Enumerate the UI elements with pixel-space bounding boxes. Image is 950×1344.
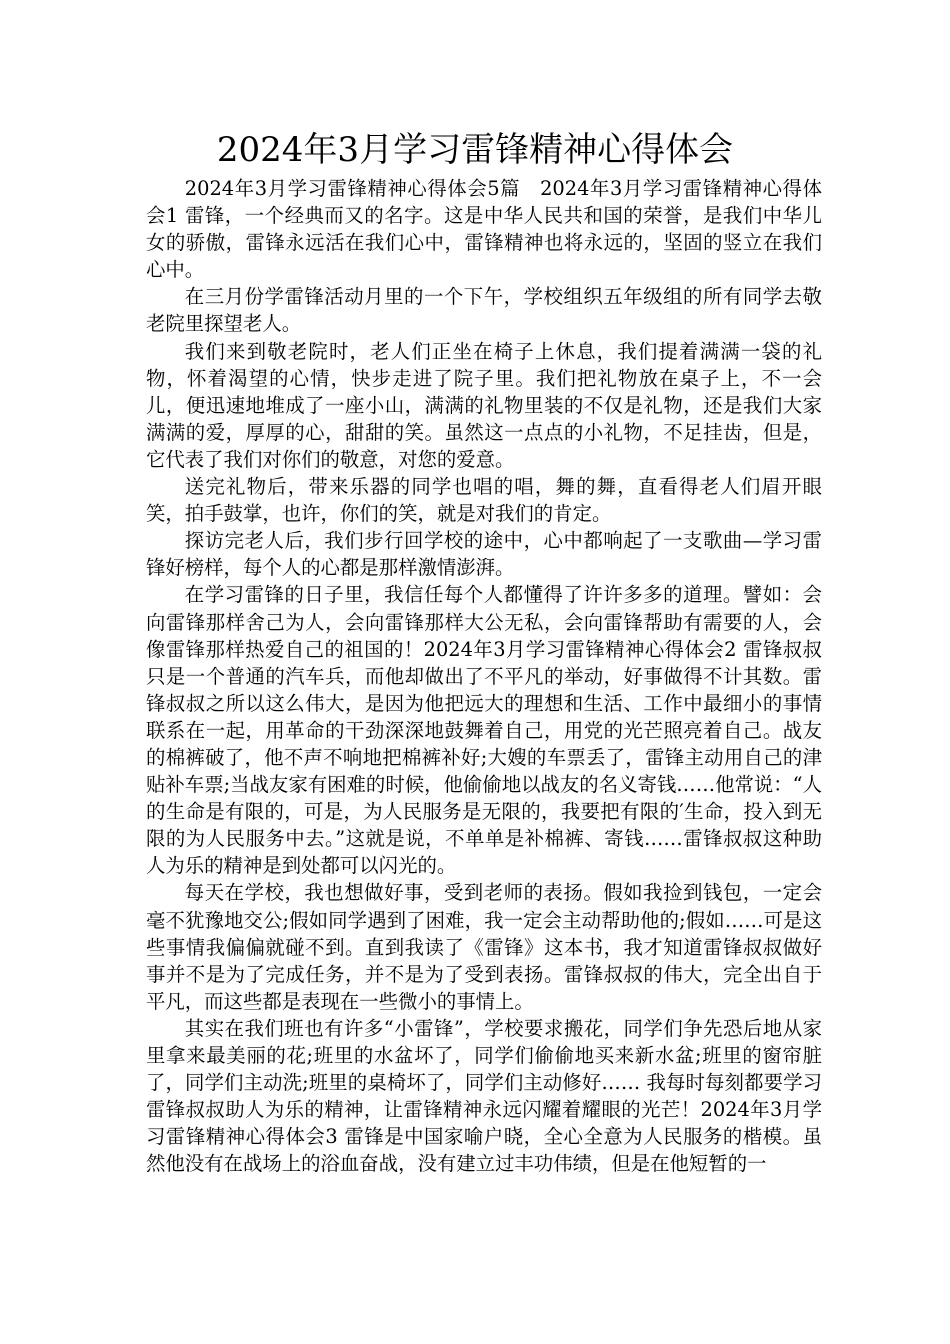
paragraph: 在三月份学雷锋活动月里的一个下午，学校组织五年级组的所有同学去敬老院里探望老人。 — [146, 285, 822, 336]
paragraph: 探访完老人后，我们步行回学校的途中，心中都响起了一支歌曲—学习雷锋好榜样，每个人的心都是那样激情澎湃。 — [146, 529, 822, 580]
document-body — [146, 175, 822, 1177]
paragraph: 我们来到敬老院时，老人们正坐在椅子上休息，我们提着满满一袋的礼物，怀着渴望的心情，快步走进了院子里。我们把礼物放在桌子上，不一会儿，便迅速地堆成了一座小山，满满的礼物里装的不仅是礼物，还是我们大家满满的爱，厚厚的心，甜甜的笑。虽然这一点点的小礼物，不足挂齿，但是，它代表了我们对你们的敬意，对您的爱意。 — [146, 339, 822, 471]
paragraph: 每天在学校，我也想做好事，受到老师的表扬。假如我捡到钱包，一定会毫不犹豫地交公;假如同学遇到了困难，我一定会主动帮助他的;假如……可是这些事情我偏偏就碰不到。直到我读了《雷锋》这本书，我才知道雷锋叔叔做好事并不是为了完成任务，并不是为了受到表扬。雷锋叔叔的伟大，完全出自于平凡，而这些都是表现在一些微小的事情上。 — [146, 881, 822, 1013]
document-title: 2024年3月学习雷锋精神心得体会 — [216, 130, 734, 170]
paragraph: 其实在我们班也有许多“小雷锋”，学校要求搬花，同学们争先恐后地从家里拿来最美丽的花;班里的水盆坏了，同学们偷偷地买来新水盆;班里的窗帘脏了，同学们主动洗;班里的桌椅坏了，同学们主动修好…… 我每时每刻都要学习雷锋叔叔助人为乐的精神，让雷锋精神永远闪耀着耀眼的光芒！2024年3月学习雷锋精神心得体会3 雷锋是中国家喻户晓，全心全意为人民服务的楷模。虽然他没有在战场上的浴血奋战，没有建立过丰功伟绩，但是在他短暂的一 — [146, 1016, 822, 1176]
paragraph: 2024年3月学习雷锋精神心得体会5篇 2024年3月学习雷锋精神心得体会1 雷锋，一个经典而又的名字。这是中华人民共和国的荣誉，是我们中华儿女的骄傲，雷锋永远活在我们心中，雷锋精神也将永远的，坚固的竖立在我们心中。 — [146, 177, 822, 282]
paragraph: 在学习雷锋的日子里，我信任每个人都懂得了许许多多的道理。譬如：会向雷锋那样舍己为人，会向雷锋那样大公无私，会向雷锋帮助有需要的人，会像雷锋那样热爱自己的祖国的！2024年3月学习雷锋精神心得体会2 雷锋叔叔只是一个普通的汽车兵，而他却做出了不平凡的举动，好事做得不计其数。雷锋叔叔之所以这么伟大，是因为他把远大的理想和生活、工作中最细小的事情联系在一起，用革命的干劲深深地鼓舞着自己，用党的光芒照亮着自己。战友的棉裤破了，他不声不响地把棉裤补好;大嫂的车票丢了，雷锋主动用自己的津贴补车票;当战友家有困难的时候，他偷偷地以战友的名义寄钱……他常说：“人的生命是有限的，可是，为人民服务是无限的，我要把有限的′生命，投入到无限的为人民服务中去。”这就是说，不单单是补棉裤、寄钱……雷锋叔叔这种助人为乐的精神是到处都可以闪光的。 — [146, 583, 822, 878]
paragraph: 送完礼物后，带来乐器的同学也唱的唱，舞的舞，直看得老人们眉开眼笑，拍手鼓掌，也许，你们的笑，就是对我们的肯定。 — [146, 475, 822, 526]
